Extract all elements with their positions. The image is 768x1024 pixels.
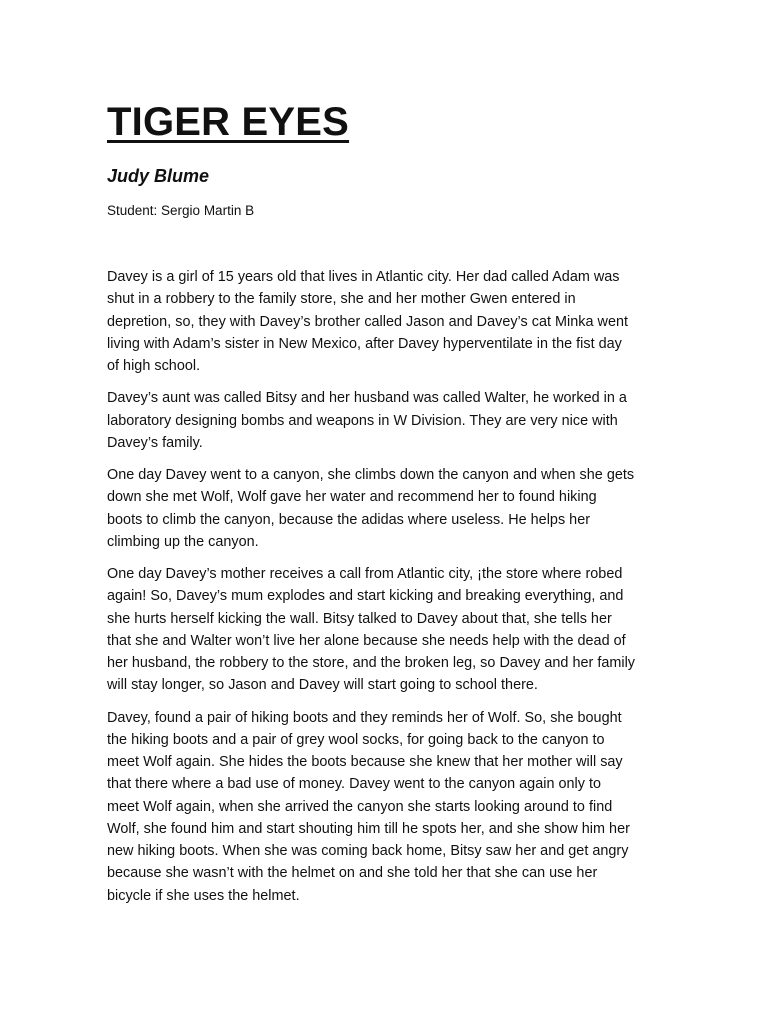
paragraph-line: climbing up the canyon. <box>107 533 259 550</box>
student-name: Student: Sergio Martin B <box>107 203 255 218</box>
paragraph-line: meet Wolf again. She hides the boots because she knew that her mother will say <box>107 754 623 770</box>
paragraph-line: bicycle if she uses the helmet. <box>107 887 300 904</box>
author-name: Judy Blume <box>107 166 210 186</box>
paragraph-line: depretion, so, they with Davey’s brother called Jason and Davey’s cat Minka went <box>107 313 629 330</box>
paragraph-2 <box>107 387 667 454</box>
paragraph-line: again! So, Davey’s mum explodes and start kicking and breaking everything, and <box>107 588 624 605</box>
paragraph-line: Wolf, she found him and start shouting him till he spots her, and she show him her <box>107 820 630 837</box>
paragraph-line: Davey’s aunt was called Bitsy and her husband was called Walter, he worked in a <box>107 390 627 407</box>
document-title: TIGER EYES <box>107 100 350 144</box>
paragraph-line: the hiking boots and a pair of grey wool socks, for going back to the canyon to <box>107 731 605 748</box>
paragraph-line: One day Davey’s mother receives a call from Atlantic city, ¡the store where robed <box>107 566 623 582</box>
paragraph-line: living with Adam’s sister in New Mexico, after Davey hyperventilate in the fist day <box>107 335 622 352</box>
paragraph-line: because she wasn’t with the helmet on and she told her that she can use her <box>107 865 598 882</box>
paragraph-1 <box>107 266 667 377</box>
paragraph-line: that there where a bad use of money. Davey went to the canyon again only to <box>107 776 602 793</box>
paragraph-4 <box>107 563 667 697</box>
paragraph-line: Davey is a girl of 15 years old that lives in Atlantic city. Her dad called Adam was <box>107 269 620 285</box>
document-body <box>107 266 667 907</box>
document-content <box>107 96 667 917</box>
paragraph-3 <box>107 464 667 553</box>
paragraph-line: laboratory designing bombs and weapons in W Division. They are very nice with <box>107 412 618 429</box>
paragraph-line: new hiking boots. When she was coming back home, Bitsy saw her and get angry <box>107 843 629 859</box>
paragraph-line: Davey, found a pair of hiking boots and they reminds her of Wolf. So, she bought <box>107 709 622 726</box>
paragraph-line: of high school. <box>107 358 201 374</box>
paragraph-5 <box>107 707 667 907</box>
paragraph-line: meet Wolf again, when she arrived the canyon she starts looking around to find <box>107 798 613 815</box>
paragraph-line: that she and Walter won’t live her alone because she needs help with the dead of <box>107 632 626 649</box>
paragraph-line: she hurts herself kicking the wall. Bitsy talked to Davey about that, she tells her <box>107 610 612 627</box>
paragraph-line: down she met Wolf, Wolf gave her water and recommend her to found hiking <box>107 489 597 506</box>
paragraph-line: One day Davey went to a canyon, she climbs down the canyon and when she gets <box>107 467 635 483</box>
paragraph-line: Davey’s family. <box>107 434 203 451</box>
paragraph-line: boots to climb the canyon, because the adidas where useless. He helps her <box>107 511 591 528</box>
paragraph-line: her husband, the robbery to the store, and the broken leg, so Davey and her family <box>107 655 636 671</box>
paragraph-line: shut in a robbery to the family store, she and her mother Gwen entered in <box>107 291 576 308</box>
paragraph-line: will stay longer, so Jason and Davey will start going to school there. <box>107 677 538 694</box>
